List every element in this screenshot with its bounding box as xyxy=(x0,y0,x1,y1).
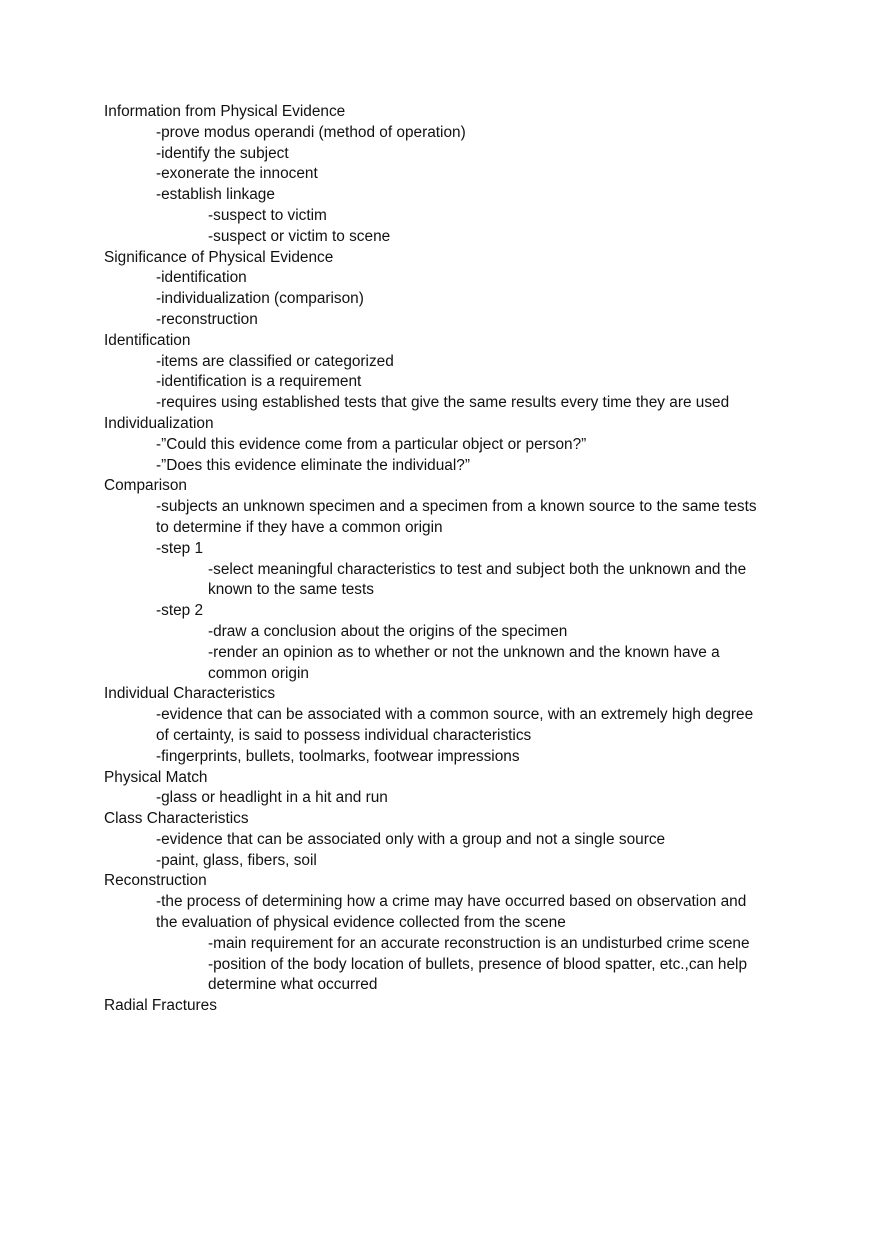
bullet-item: -identify the subject xyxy=(156,144,289,162)
bullet-item: -individualization (comparison) xyxy=(156,290,364,308)
section-heading: Comparison xyxy=(104,477,187,495)
notes-document xyxy=(104,102,804,1017)
section-heading: Radial Fractures xyxy=(104,997,217,1015)
section-heading: Information from Physical Evidence xyxy=(104,103,346,120)
bullet-item: -evidence that can be associated only with a group and not a single source xyxy=(156,830,666,848)
sub-bullet-item: -position of the body location of bullets, presence of blood spatter, etc.,can help xyxy=(208,955,748,973)
sub-bullet-item: common origin xyxy=(208,664,309,682)
bullet-item: of certainty, is said to possess individual characteristics xyxy=(156,726,532,744)
sub-bullet-item: -suspect to victim xyxy=(208,206,327,224)
bullet-item: -paint, glass, fibers, soil xyxy=(156,851,317,869)
bullet-item: -”Does this evidence eliminate the individual?” xyxy=(156,456,470,474)
bullet-item: -requires using established tests that give the same results every time they are used xyxy=(156,394,730,412)
sub-bullet-item: -select meaningful characteristics to test and subject both the unknown and the xyxy=(208,560,747,578)
bullet-item: -evidence that can be associated with a common source, with an extremely high degree xyxy=(156,706,754,724)
bullet-item: -”Could this evidence come from a particular object or person?” xyxy=(156,435,587,453)
bullet-item: -subjects an unknown specimen and a specimen from a known source to the same tests xyxy=(156,498,757,516)
bullet-item: -identification is a requirement xyxy=(156,373,362,391)
section-heading: Class Characteristics xyxy=(104,810,249,828)
section-heading: Individual Characteristics xyxy=(104,685,276,703)
bullet-item: -identification xyxy=(156,269,247,287)
section-heading: Individualization xyxy=(104,414,214,432)
sub-bullet-item: -main requirement for an accurate reconstruction is an undisturbed crime scene xyxy=(208,934,750,952)
bullet-item: to determine if they have a common origin xyxy=(156,518,443,536)
section-heading: Reconstruction xyxy=(104,872,207,890)
bullet-item: -fingerprints, bullets, toolmarks, footwear impressions xyxy=(156,747,520,765)
section-heading: Physical Match xyxy=(104,768,208,786)
bullet-item: -reconstruction xyxy=(156,310,258,328)
bullet-item: -the process of determining how a crime may have occurred based on observation and xyxy=(156,893,747,911)
sub-bullet-item: -render an opinion as to whether or not the unknown and the known have a xyxy=(208,643,720,661)
sub-bullet-item: known to the same tests xyxy=(208,581,374,599)
sub-bullet-item: -suspect or victim to scene xyxy=(208,227,391,245)
bullet-item: -prove modus operandi (method of operation) xyxy=(156,123,466,141)
bullet-item: -step 1 xyxy=(156,539,204,557)
sub-bullet-item: -draw a conclusion about the origins of the specimen xyxy=(208,622,568,640)
sub-bullet-item: determine what occurred xyxy=(208,976,378,994)
bullet-item: the evaluation of physical evidence collected from the scene xyxy=(156,914,566,932)
bullet-item: -step 2 xyxy=(156,602,204,620)
section-heading: Identification xyxy=(104,331,191,349)
bullet-item: -glass or headlight in a hit and run xyxy=(156,789,388,807)
bullet-item: -exonerate the innocent xyxy=(156,165,318,183)
bullet-item: -establish linkage xyxy=(156,186,275,204)
section-heading: Significance of Physical Evidence xyxy=(104,248,334,266)
bullet-item: -items are classified or categorized xyxy=(156,352,394,370)
